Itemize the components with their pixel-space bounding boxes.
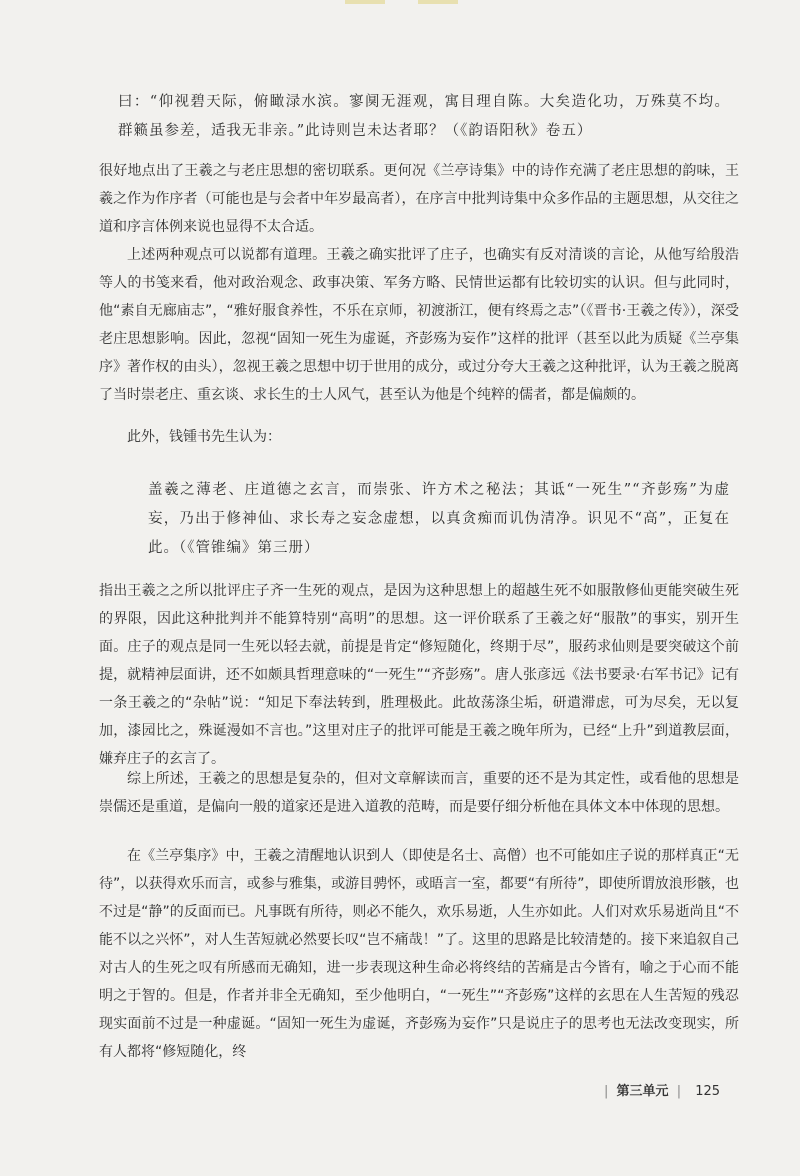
footer-divider-right: | (676, 1084, 682, 1099)
page-number: 125 (695, 1084, 721, 1099)
block-quote-middle: 盖羲之薄老、庄道德之玄言，而崇张、许方术之秘法；其诋“一死生”“齐彭殇”为虚妄，乃出于修神仙、求长寿之妄念虚想，以真贪痴而讥伪清净。识见不“高”，正复在此。（《管锥编》第三册） (148, 482, 730, 556)
unit-label: 第三单元 (616, 1084, 669, 1099)
top-decoration-left (345, 0, 385, 4)
paragraph-5: 综上所述，王羲之的思想是复杂的，但对文章解读而言，重要的还不是为其定性，或看他的思想是崇儒还是重道，是偏向一般的道家还是进入道教的范畴，而是要仔细分析他在具体文本中体现的思想。 (99, 771, 739, 815)
paragraph-1: 很好地点出了王羲之与老庄思想的密切联系。更何况《兰亭诗集》中的诗作充满了老庄思想的韵味，王羲之作为作序者（可能也是与会者中年岁最高者），在序言中批判诗集中众多作品的主题思想，从交往之道和序言体例来说也显得不太合适。 (99, 163, 739, 235)
top-decoration-right (418, 0, 458, 4)
block-quote-top: 曰：“仰视碧天际，俯瞰渌水滨。寥阒无涯观，寓目理自陈。大矣造化功，万殊莫不均。群籁虽参差，适我无非亲。”此诗则岂未达者耶？（《韵语阳秋》卷五） (118, 94, 730, 139)
paragraph-3: 此外，钱锺书先生认为： (127, 429, 281, 445)
paragraph-2: 上述两种观点可以说都有道理。王羲之确实批评了庄子，也确实有反对清谈的言论，从他写给殷浩等人的书笺来看，他对政治观念、政事决策、军务方略、民情世运都有比较切实的认识。但与此同时，他“素自无廊庙志”，“雅好服食养性，不乐在京师，初渡浙江，便有终焉之志”（《晋书·王羲之传》），深受老庄思想影响。因此，忽视“固知一死生为虚诞，齐彭殇为妄作”这样的批评（甚至以此为质疑《兰亭集序》著作权的由头），忽视王羲之思想中切于世用的成分，或过分夸大王羲之这种批评，认为王羲之脱离了当时崇老庄、重玄谈、求长生的士人风气，甚至认为他是个纯粹的儒者，都是偏颇的。 (99, 247, 739, 403)
page-footer (600, 1080, 720, 1099)
footer-divider-left: | (604, 1084, 609, 1099)
paragraph-4: 指出王羲之之所以批评庄子齐一生死的观点，是因为这种思想上的超越生死不如服散修仙更能突破生死的界限，因此这种批判并不能算特别“高明”的思想。这一评价联系了王羲之好“服散”的事实，别开生面。庄子的观点是同一生死以轻去就，前提是肯定“修短随化，终期于尽”，服药求仙则是要突破这个前提，就精神层面讲，还不如颇具哲理意味的“一死生”“齐彭殇”。唐人张彦远《法书要录·右军书记》记有一条王羲之的“杂帖”说：“知足下奉法转到，胜理极此。此故荡涤尘垢，研遣滞虑，可为尽矣，无以复加，漆园比之，殊诞漫如不言也。”这里对庄子的批评可能是王羲之晚年所为，已经“上升”到道教层面，嫌弃庄子的玄言了。 (99, 583, 739, 767)
paragraph-6: 在《兰亭集序》中，王羲之清醒地认识到人（即使是名士、高僧）也不可能如庄子说的那样真正“无待”，以获得欢乐而言，或参与雅集，或游目骋怀，或晤言一室，都要“有所待”，即使所谓放浪形骸，也不过是“静”的反面而已。凡事既有所待，则必不能久，欢乐易逝，人生亦如此。人们对欢乐易逝尚且“不能不以之兴怀”，对人生苦短就必然要长叹“岂不痛哉！”了。这里的思路是比较清楚的。接下来追叙自己对古人的生死之叹有所感而无确知，进一步表现这种生命必将终结的苦痛是古今皆有，喻之于心而不能明之于智的。但是，作者并非全无确知，至少他明白，“一死生”“齐彭殇”这样的玄思在人生苦短的残忍现实面前不过是一种虚诞。“固知一死生为虚诞，齐彭殇为妄作”只是说庄子的思考也无法改变现实，所有人都将“修短随化，终 (99, 848, 739, 1060)
